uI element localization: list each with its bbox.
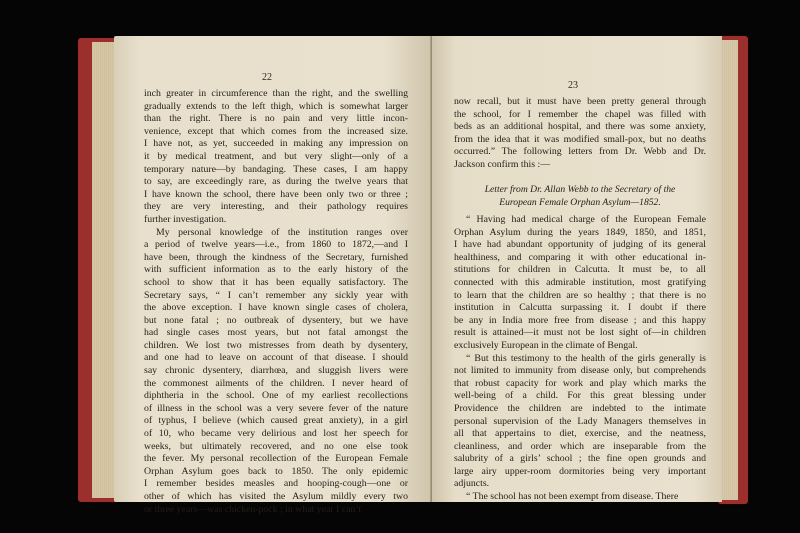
text-line: of illness in the school was a very severe fever of the nature xyxy=(144,402,408,414)
text-line: it by medical treatment, and but very slight—only of a xyxy=(144,150,408,162)
text-line: “ But this testimony to the health of the girls generally is xyxy=(466,352,706,364)
text-line: now recall, but it must have been pretty general through xyxy=(454,96,706,107)
text-line: Orphan Asylum during the years 1849, 1850, and 1851, xyxy=(454,226,706,238)
right-page xyxy=(432,36,722,502)
text-line: I remember besides measles and hooping-cough—one or xyxy=(144,478,408,490)
text-line: weeks, but ultimately recovered, and no one else took xyxy=(144,440,408,452)
text-line: that robust capacity for work and play which marks the xyxy=(454,377,706,389)
text-line: a period of twelve years—i.e., from 1860 to 1872,—and I xyxy=(144,239,408,251)
text-line: the fever. My personal recollection of the European Female xyxy=(144,453,408,465)
text-line: school to show that it has been equally satisfactory. The xyxy=(144,276,408,288)
text-line: temporary nature—by bandaging. These cases, I am happy xyxy=(144,163,408,175)
text-line: personal supervision of the Lady Managers themselves in xyxy=(454,415,706,427)
text-line: Jackson confirm this :— xyxy=(454,158,551,170)
right-page-body-bottom xyxy=(454,214,706,504)
text-line: I have known the school, there have been only two or three ; xyxy=(144,188,408,200)
heading-line: Letter from Dr. Allan Webb to the Secretary of the xyxy=(484,184,676,195)
text-line: adjuncts. xyxy=(454,478,490,490)
text-line: healthiness, and comparing it with other educational in- xyxy=(454,251,706,263)
text-line: occurred.” The following letters from Dr. Webb and Dr. xyxy=(454,146,706,158)
text-line: diphtheria in the school. One of my earliest recollections xyxy=(144,390,408,402)
text-line: salubrity of a girls’ school ; the fine open grounds and xyxy=(454,453,706,465)
text-line: inch greater in circumference than the right, and the swelling xyxy=(144,88,408,99)
text-line: had single cases most years, but not fatal amongst the xyxy=(144,327,408,339)
text-line: Secretary says, “ I can’t remember any sickly year with xyxy=(144,289,408,301)
text-line: say chronic dysentery, diarrhœa, and sluggish livers were xyxy=(144,365,408,377)
text-line: other of which has visited the Asylum mildly every two xyxy=(144,491,408,502)
text-line: My personal knowledge of the institution ranges over xyxy=(156,226,408,238)
text-line: the commonest ailments of the children. I never heard of xyxy=(144,377,408,389)
text-line: children. We lost two mistresses from death by dysentery, xyxy=(144,339,408,351)
text-line: well-being of a child. For this great blessing under xyxy=(454,390,706,402)
text-line: all that appertains to diet, exercise, and the neatness, xyxy=(454,428,706,440)
text-line: institution in Calcutta surpassing it. I doubt if there xyxy=(454,302,706,314)
text-line: result is attained—it must not be lost sight of—in children xyxy=(454,327,706,339)
text-line: cleanliness, and order which are inseparable from the xyxy=(454,440,706,452)
text-line: they are very interesting, and their pathology requires xyxy=(144,201,408,213)
text-line: to say, are exceedingly rare, as during the twelve years that xyxy=(144,176,408,188)
text-line: I have had abundant opportunity of judging of its general xyxy=(454,239,706,251)
right-page-body-top xyxy=(454,96,706,172)
page-number-right: 23 xyxy=(568,80,578,91)
text-line: or three years—was chicken-pock ; in what year I can’t xyxy=(144,503,362,515)
text-line: stitutions for children in Calcutta. It must be, to all xyxy=(454,264,706,276)
text-line: the above exception. I have known single cases of cholera, xyxy=(144,302,408,314)
text-line: exclusively European in the climate of Bengal. xyxy=(454,339,638,351)
text-line: not limited to immunity from disease only, but comprehends xyxy=(454,365,706,377)
text-line: Providence the children are indebted to the intimate xyxy=(454,402,706,414)
text-line: from the idea that it was modified small-pox, but no deaths xyxy=(454,133,706,145)
text-line: than the right. There is no pain and very little incon- xyxy=(144,113,408,125)
text-line: be any in India more free from disease ; and this happy xyxy=(454,314,706,326)
text-line: beds as an additional hospital, and there was some anxiety, xyxy=(454,121,706,133)
text-line: have been, through the kindness of the Secretary, furnished xyxy=(144,251,408,263)
text-line: of 10, who became very delirious and lost her speech for xyxy=(144,428,408,440)
text-line: Orphan Asylum goes back to 1850. The only epidemic xyxy=(144,465,408,477)
text-line: with sufficient information as to the early history of the xyxy=(144,264,408,276)
text-line: venience, except that which comes from the increased size. xyxy=(144,125,408,137)
open-book xyxy=(78,30,748,515)
left-page xyxy=(114,36,432,515)
page-number-left: 22 xyxy=(262,72,272,83)
text-line: gradually extends to the left thigh, which is somewhat larger xyxy=(144,100,408,112)
text-line: but none fatal ; no outbreak of dysentery, but we have xyxy=(144,314,408,326)
text-line: the school, for I remember the chapel was filled with xyxy=(454,108,706,120)
text-line: to learn that the children are so healthy ; that there is no xyxy=(454,289,706,301)
text-line: of typhus, I believe (which caused great anxiety), in a girl xyxy=(144,415,408,427)
text-line: large airy upper-room dormitories being very important xyxy=(454,465,706,477)
text-line: “ Having had medical charge of the European Female xyxy=(466,214,706,225)
text-line: further investigation. xyxy=(144,213,227,225)
left-page-body xyxy=(144,88,408,516)
text-line: and one had to leave on account of that disease. I should xyxy=(144,352,408,364)
text-line: I have not, as yet, succeeded in making any impression on xyxy=(144,138,408,150)
heading-line: European Female Orphan Asylum—1852. xyxy=(499,196,661,208)
text-line: connected with this admirable institution, most gratifying xyxy=(454,276,706,288)
text-line: “ The school has not been exempt from disease. There xyxy=(466,491,679,503)
letter-heading xyxy=(454,184,706,209)
